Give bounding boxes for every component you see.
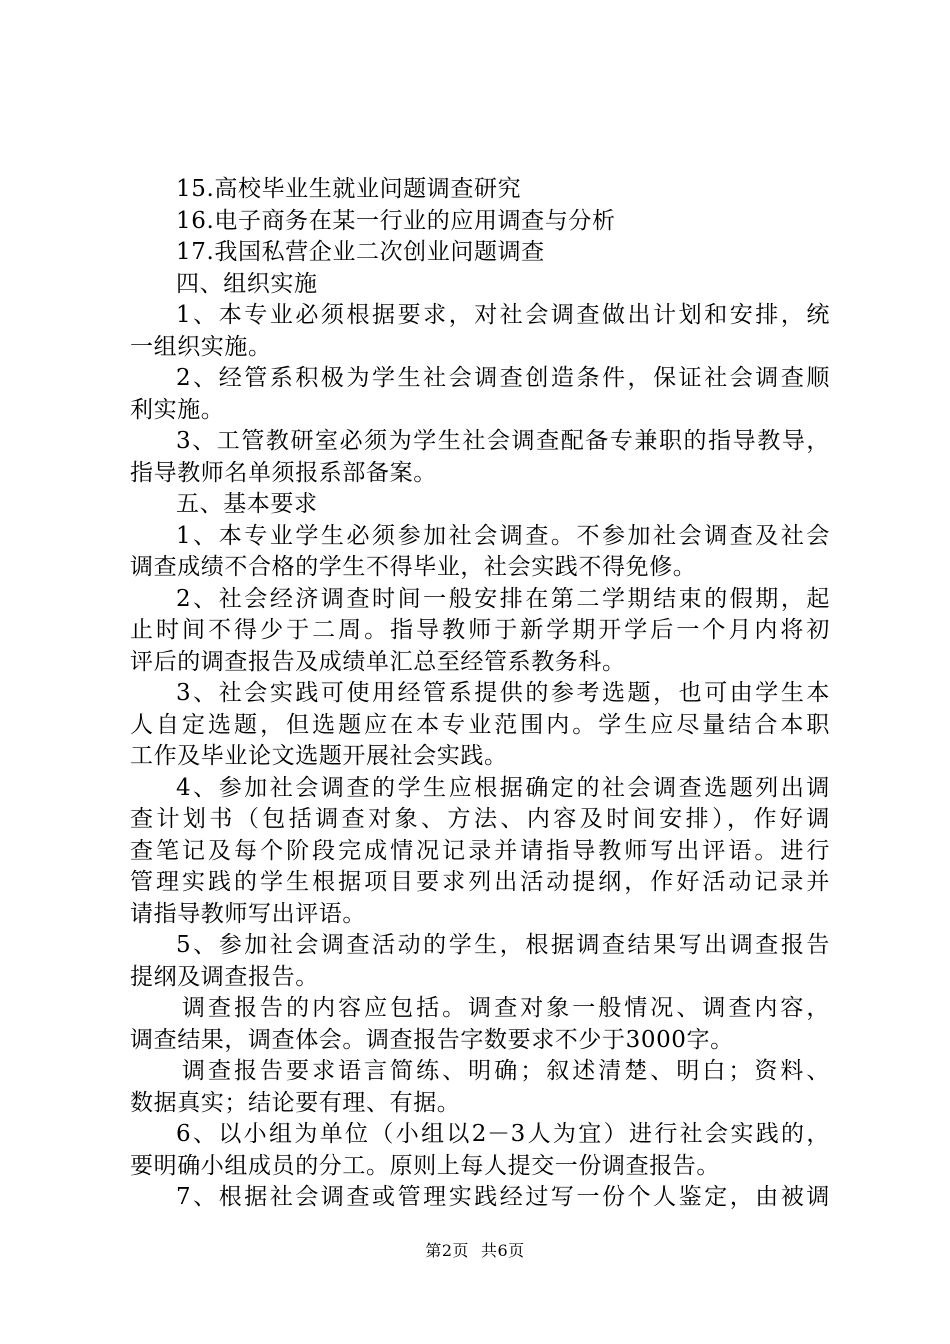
paragraph-line: 调查成绩不合格的学生不得毕业，社会实践不得免修。 bbox=[130, 554, 697, 580]
paragraph-line: 调查结果，调查体会。调查报告字数要求不少于3000字。 bbox=[130, 1026, 734, 1053]
paragraph-line: 工作及毕业论文选题开展社会实践。 bbox=[130, 743, 508, 769]
paragraph-line: 请指导教师写出评语。 bbox=[130, 900, 366, 927]
paragraph-line: 提纲及调查报告。 bbox=[130, 963, 319, 990]
paragraph-line: 要明确小组成员的分工。原则上每人提交一份调查报告。 bbox=[130, 1152, 720, 1179]
section-heading: 五、基本要求 bbox=[176, 491, 318, 517]
paragraph-line: 指导教师名单须报系部备案。 bbox=[130, 459, 437, 486]
page-footer bbox=[0, 1238, 950, 1261]
paragraph-line: 7、根据社会调查或管理实践经过写一份个人鉴定，由被调 bbox=[176, 1184, 830, 1210]
paragraph-line: 3、工管教研室必须为学生社会调查配备专兼职的指导教导， bbox=[176, 428, 830, 454]
paragraph-line: 1、本专业必须根据要求，对社会调查做出计划和安排，统 bbox=[176, 302, 830, 328]
list-item: 16.电子商务在某一行业的应用调查与分析 bbox=[176, 207, 616, 234]
paragraph-line: 4、参加社会调查的学生应根据确定的社会调查选题列出调 bbox=[176, 774, 830, 801]
paragraph-line: 调查报告要求语言简练、明确；叙述清楚、明白；资料、 bbox=[182, 1058, 830, 1084]
paragraph-line: 6、以小组为单位（小组以2－3人为宜）进行社会实践的， bbox=[176, 1121, 830, 1147]
paragraph-line: 止时间不得少于二周。指导教师于新学期开学后一个月内将初 bbox=[130, 617, 830, 643]
page-total: 共6页 bbox=[481, 1241, 525, 1260]
paragraph-line: 2、社会经济调查时间一般安排在第二学期结束的假期，起 bbox=[176, 585, 830, 612]
paragraph-line: 2、经管系积极为学生社会调查创造条件，保证社会调查顺 bbox=[176, 365, 830, 391]
paragraph-line: 数据真实；结论要有理、有据。 bbox=[130, 1089, 461, 1116]
paragraph-line: 查笔记及每个阶段完成情况记录并请指导教师写出评语。进行 bbox=[130, 837, 830, 864]
paragraph-line: 管理实践的学生根据项目要求列出活动提纲，作好活动记录并 bbox=[130, 869, 830, 895]
paragraph-line: 利实施。 bbox=[130, 396, 225, 423]
paragraph-line: 1、本专业学生必须参加社会调查。不参加社会调查及社会 bbox=[176, 522, 830, 549]
section-heading: 四、组织实施 bbox=[176, 270, 318, 297]
paragraph-line: 人自定选题，但选题应在本专业范围内。学生应尽量结合本职 bbox=[130, 711, 830, 738]
paragraph-line: 查计划书（包括调查对象、方法、内容及时间安排），作好调 bbox=[130, 806, 830, 832]
list-item: 17.我国私营企业二次创业问题调查 bbox=[176, 239, 545, 265]
paragraph-line: 调查报告的内容应包括。调查对象一般情况、调查内容， bbox=[182, 995, 830, 1021]
list-item: 15.高校毕业生就业问题调查研究 bbox=[176, 176, 522, 202]
document-body bbox=[130, 174, 830, 1214]
paragraph-line: 3、社会实践可使用经管系提供的参考选题，也可由学生本 bbox=[176, 680, 830, 706]
paragraph-line: 5、参加社会调查活动的学生，根据调查结果写出调查报告 bbox=[176, 932, 830, 958]
paragraph-line: 一组织实施。 bbox=[130, 333, 272, 360]
paragraph-line: 评后的调查报告及成绩单汇总至经管系教务科。 bbox=[130, 648, 626, 675]
page-number: 第2页 bbox=[425, 1241, 469, 1260]
